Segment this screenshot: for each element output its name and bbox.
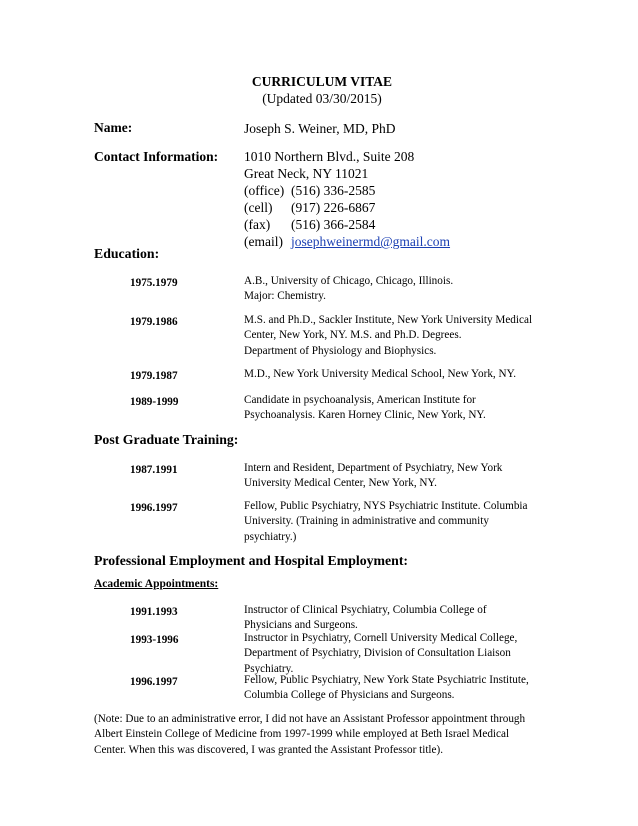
entry-line: Columbia College of Physicians and Surgeons.: [244, 689, 455, 702]
postgrad-date: 1987.1991: [130, 464, 178, 476]
entry-line: Department of Physiology and Biophysics.: [244, 344, 437, 357]
contact-block: [244, 148, 450, 250]
address-line-1: 1010 Northern Blvd., Suite 208: [244, 149, 415, 164]
document-title: CURRICULUM VITAE: [251, 74, 393, 89]
appointment-date: 1993-1996: [130, 634, 179, 646]
entry-line: Psychiatry.: [244, 662, 294, 675]
email-label: (email): [244, 234, 283, 249]
postgrad-entry: [244, 461, 554, 492]
employment-heading: Professional Employment and Hospital Employment:: [94, 553, 409, 568]
postgrad-entry: [244, 499, 554, 545]
academic-appointments-subheading: Academic Appointments:: [94, 578, 219, 590]
entry-line: Department of Psychiatry, Division of Consultation Liaison: [244, 647, 511, 660]
appointment-entry: [244, 603, 554, 634]
entry-line: Intern and Resident, Department of Psychiatry, New York: [244, 462, 503, 474]
education-entry: [244, 367, 554, 382]
appointment-entry: [244, 631, 554, 677]
email-row: [244, 233, 450, 250]
entry-line: Major: Chemistry.: [244, 290, 326, 303]
appointment-date: 1991.1993: [130, 606, 178, 618]
office-phone: (516) 336-2585: [291, 183, 376, 198]
fax-label: (fax): [244, 217, 271, 232]
entry-line: University Medical Center, New York, NY.: [244, 477, 437, 490]
appointment-entry: [244, 673, 554, 704]
entry-line: M.D., New York University Medical School, New York, NY.: [244, 368, 517, 380]
education-date: 1989-1999: [130, 396, 179, 408]
entry-line: University. (Training in administrative and community: [244, 515, 489, 528]
entry-line: A.B., University of Chicago, Chicago, Illinois.: [244, 275, 454, 287]
postgrad-heading: Post Graduate Training:: [94, 432, 239, 447]
note-line: (Note: Due to an administrative error, I did not have an Assistant Professor appointment through: [94, 713, 526, 725]
email-link[interactable]: josephweinermd@gmail.com: [291, 234, 451, 249]
name-label: Name:: [94, 120, 133, 135]
education-heading: Education:: [94, 246, 160, 261]
address-line-2: Great Neck, NY 11021: [244, 166, 369, 181]
entry-line: Physicians and Surgeons.: [244, 619, 358, 632]
entry-line: Fellow, Public Psychiatry, New York State Psychiatric Institute,: [244, 674, 529, 686]
fax-number: (516) 366-2584: [291, 217, 376, 232]
entry-line: Instructor of Clinical Psychiatry, Columbia College of: [244, 604, 487, 616]
cell-phone-row: [244, 199, 450, 216]
education-date: 1979.1987: [130, 370, 178, 382]
education-date: 1975.1979: [130, 277, 178, 289]
contact-label: Contact Information:: [94, 149, 219, 164]
entry-line: Center, New York, NY. M.S. and Ph.D. Degrees.: [244, 329, 462, 342]
education-entry: [244, 313, 554, 359]
fax-row: [244, 216, 450, 233]
entry-line: psychiatry.): [244, 530, 297, 543]
education-date: 1979.1986: [130, 316, 178, 328]
administrative-note: [94, 712, 554, 758]
office-phone-label: (office): [244, 183, 285, 198]
postgrad-date: 1996.1997: [130, 502, 178, 514]
entry-line: M.S. and Ph.D., Sackler Institute, New York University Medical: [244, 314, 533, 326]
entry-line: Psychoanalysis. Karen Horney Clinic, New York, NY.: [244, 409, 486, 422]
appointment-date: 1996.1997: [130, 676, 178, 688]
updated-date: (Updated 03/30/2015): [262, 91, 382, 106]
note-line: Center. When this was discovered, I was granted the Assistant Professor title).: [94, 743, 444, 756]
entry-line: Instructor in Psychiatry, Cornell University Medical College,: [244, 632, 518, 644]
office-phone-row: [244, 182, 450, 199]
entry-line: Fellow, Public Psychiatry, NYS Psychiatric Institute. Columbia: [244, 500, 528, 512]
education-entry: [244, 393, 554, 424]
cell-phone-label: (cell): [244, 200, 273, 215]
cell-phone: (917) 226-6867: [291, 200, 376, 215]
entry-line: Candidate in psychoanalysis, American Institute for: [244, 394, 476, 406]
note-line: Albert Einstein College of Medicine from 1997-1999 while employed at Beth Israel Medical: [94, 728, 510, 741]
name-value: Joseph S. Weiner, MD, PhD: [244, 121, 396, 136]
education-entry: [244, 274, 554, 305]
